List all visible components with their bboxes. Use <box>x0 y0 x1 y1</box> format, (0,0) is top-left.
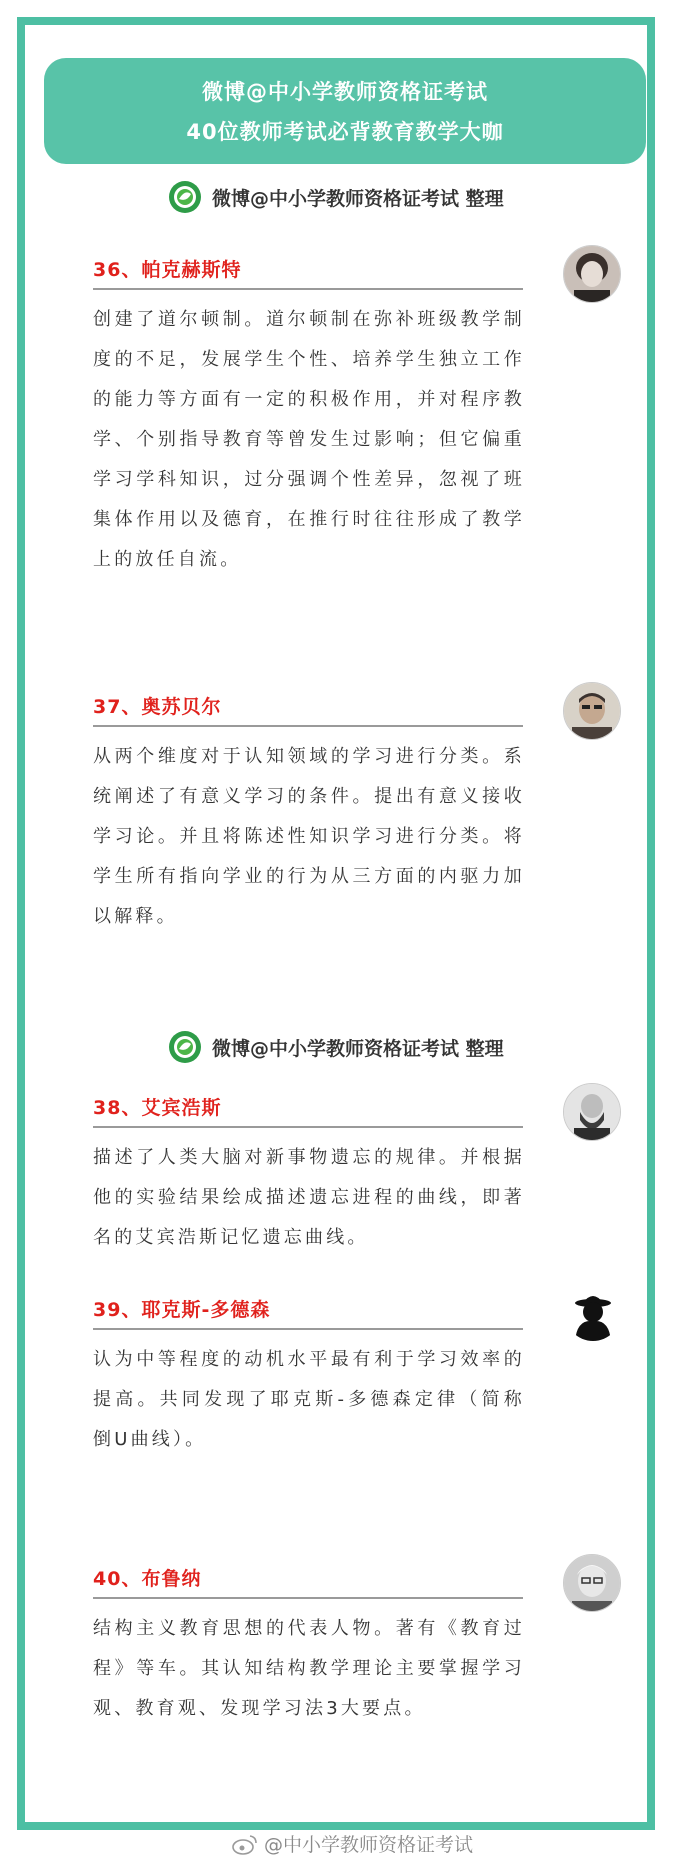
portrait-ebbinghaus <box>563 1083 621 1141</box>
entry-39 <box>93 1295 603 1460</box>
weibo-leaf-icon <box>168 180 202 214</box>
banner-line-2: 40位教师考试必背教育教学大咖 <box>186 120 504 144</box>
weibo-leaf-icon <box>168 1030 202 1064</box>
entry-40 <box>93 1564 603 1729</box>
weibo-icon <box>232 1833 258 1855</box>
entry-title: 39、耶克斯-多德森 <box>93 1295 523 1330</box>
credit-line <box>168 180 504 214</box>
entry-body: 描述了人类大脑对新事物遗忘的规律。并根据他的实验结果绘成描述遗忘进程的曲线，即著名的艾宾浩斯记忆遗忘曲线。 <box>93 1147 525 1248</box>
entry-38 <box>93 1093 603 1258</box>
entry-body: 创建了道尔顿制。道尔顿制在弥补班级教学制度的不足，发展学生个性、培养学生独立工作的能力等方面有一定的积极作用，并对程序教学、个别指导教育等曾发生过影响；但它偏重学习学科知识，过分强调个性差异，忽视了班集体作用以及德育，在推行时往往形成了教学上的放任自流。 <box>93 309 525 570</box>
entry-36 <box>93 255 603 580</box>
entry-body: 从两个维度对于认知领域的学习进行分类。系统阐述了有意义学习的条件。提出有意义接收学习论。并且将陈述性知识学习进行分类。将学生所有指向学业的行为从三方面的内驱力加以解释。 <box>93 746 525 927</box>
entry-title: 36、帕克赫斯特 <box>93 255 523 290</box>
watermark <box>232 1830 473 1857</box>
credit-text: 微博@中小学教师资格证考试 整理 <box>212 1037 504 1060</box>
entry-title: 40、布鲁纳 <box>93 1564 523 1599</box>
portrait-ausubel <box>563 682 621 740</box>
entry-37 <box>93 692 603 937</box>
entry-title: 37、奥苏贝尔 <box>93 692 523 727</box>
entry-title: 38、艾宾浩斯 <box>93 1093 523 1128</box>
entry-body: 认为中等程度的动机水平最有利于学习效率的提高。共同发现了耶克斯-多德森定律（简称倒U曲线）。 <box>93 1349 525 1450</box>
portrait-bruner <box>563 1554 621 1612</box>
header-banner <box>44 58 646 164</box>
credit-line <box>168 1030 504 1064</box>
portrait-parkhurst <box>563 245 621 303</box>
banner-line-1: 微博@中小学教师资格证考试 <box>202 80 488 104</box>
watermark-text: @中小学教师资格证考试 <box>264 1834 474 1856</box>
portrait-silhouette <box>565 1285 621 1341</box>
credit-text: 微博@中小学教师资格证考试 整理 <box>212 187 504 210</box>
entry-body: 结构主义教育思想的代表人物。著有《教育过程》等车。其认知结构教学理论主要掌握学习观、教育观、发现学习法3大要点。 <box>93 1618 525 1719</box>
